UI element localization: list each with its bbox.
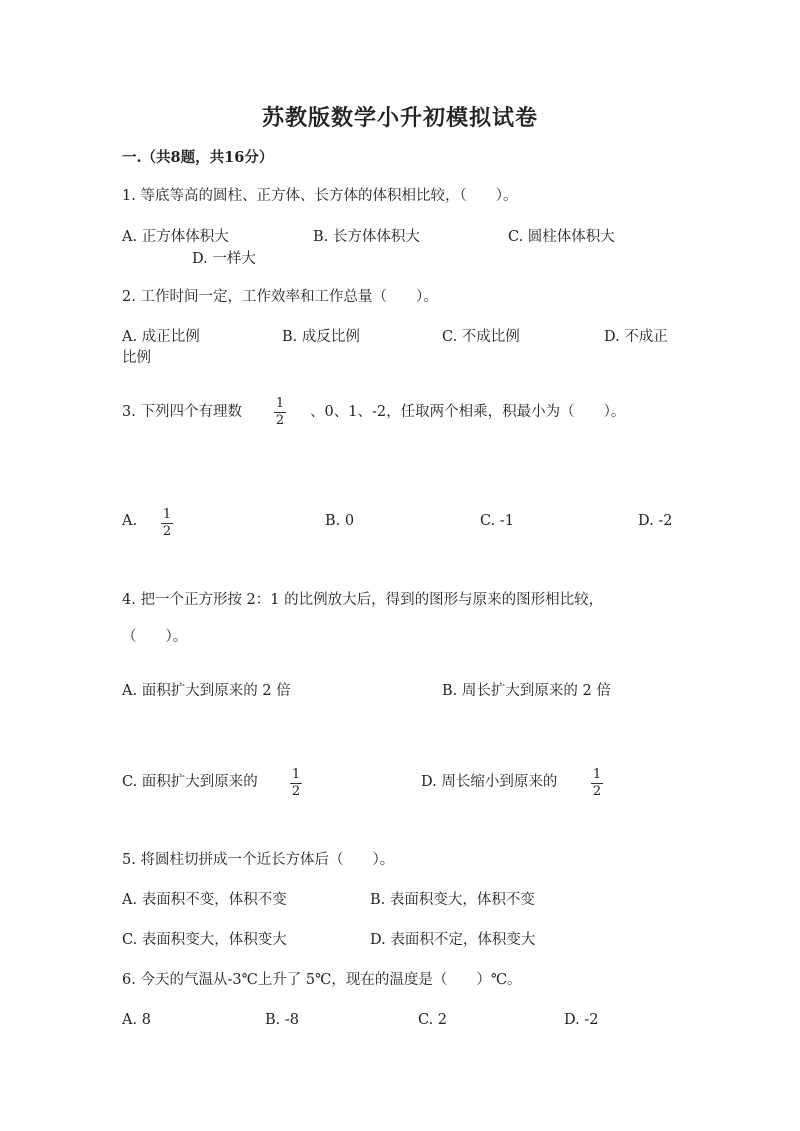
q1-option-b: B. 长方体体积大: [313, 229, 420, 245]
q3-option-a-fraction: [160, 508, 174, 539]
q6-option-a: A. 8: [122, 1012, 151, 1028]
q6-option-c: C. 2: [418, 1012, 448, 1028]
fraction-denominator: 2: [592, 784, 602, 799]
q4-option-d: D. 周长缩小到原来的: [421, 774, 558, 790]
q6-option-b: B. -8: [265, 1012, 299, 1028]
question-5-text: 5. 将圆柱切拼成一个近长方体后（ ）。: [122, 852, 395, 868]
q5-option-d: D. 表面积不定，体积变大: [370, 932, 536, 948]
q4-option-d-fraction: [590, 768, 604, 799]
question-3-text: 3. 下列四个有理数: [122, 404, 242, 420]
q5-option-c: C. 表面积变大，体积变大: [122, 932, 287, 948]
fraction-denominator: 2: [275, 413, 285, 428]
q3-fraction: [273, 397, 287, 428]
q2-option-b: B. 成反比例: [282, 329, 360, 345]
q3-option-b: B. 0: [325, 513, 355, 529]
q3-option-d: D. -2: [638, 513, 673, 529]
q2-option-d: D. 不成正: [604, 329, 668, 345]
fraction-numerator: 1: [162, 507, 172, 522]
fraction-numerator: 1: [291, 767, 301, 782]
q5-option-a: A. 表面积不变，体积不变: [122, 892, 287, 908]
q3-option-a: A.: [122, 513, 138, 529]
q4-option-c: C. 面积扩大到原来的: [122, 774, 258, 790]
fraction-denominator: 2: [162, 524, 172, 539]
q5-option-b: B. 表面积变大，体积不变: [370, 892, 535, 908]
question-4-text: 4. 把一个正方形按 2：1 的比例放大后，得到的图形与原来的图形相比较，: [122, 592, 604, 608]
q2-option-a: A. 成正比例: [122, 329, 200, 345]
question-4-text-cont: （ ）。: [122, 629, 188, 645]
question-6-text: 6. 今天的气温从-3℃上升了 5℃，现在的温度是（ ）℃。: [122, 972, 522, 988]
q4-option-c-fraction: [289, 768, 303, 799]
page-title: 苏教版数学小升初模拟试卷: [261, 105, 538, 131]
q2-option-c: C. 不成比例: [442, 329, 520, 345]
q3-option-c: C. -1: [480, 513, 514, 529]
q4-option-a: A. 面积扩大到原来的 2 倍: [122, 683, 291, 699]
q6-option-d: D. -2: [564, 1012, 599, 1028]
q2-option-d-wrap: 比例: [122, 350, 151, 366]
section-header: 一.（共8题，共16分）: [122, 149, 274, 166]
question-1-text: 1. 等底等高的圆柱、正方体、长方体的体积相比较，（ ）。: [122, 188, 518, 204]
q1-option-a: A. 正方体体积大: [122, 229, 229, 245]
q1-option-c: C. 圆柱体体积大: [508, 229, 615, 245]
question-2-text: 2. 工作时间一定，工作效率和工作总量（ ）。: [122, 289, 438, 305]
fraction-numerator: 1: [275, 396, 285, 411]
fraction-numerator: 1: [592, 767, 602, 782]
question-3-text-cont: 、0、1、-2，任取两个相乘，积最小为（ ）。: [310, 404, 626, 420]
fraction-denominator: 2: [291, 784, 301, 799]
q1-option-d: D. 一样大: [192, 251, 256, 267]
q4-option-b: B. 周长扩大到原来的 2 倍: [442, 683, 611, 699]
